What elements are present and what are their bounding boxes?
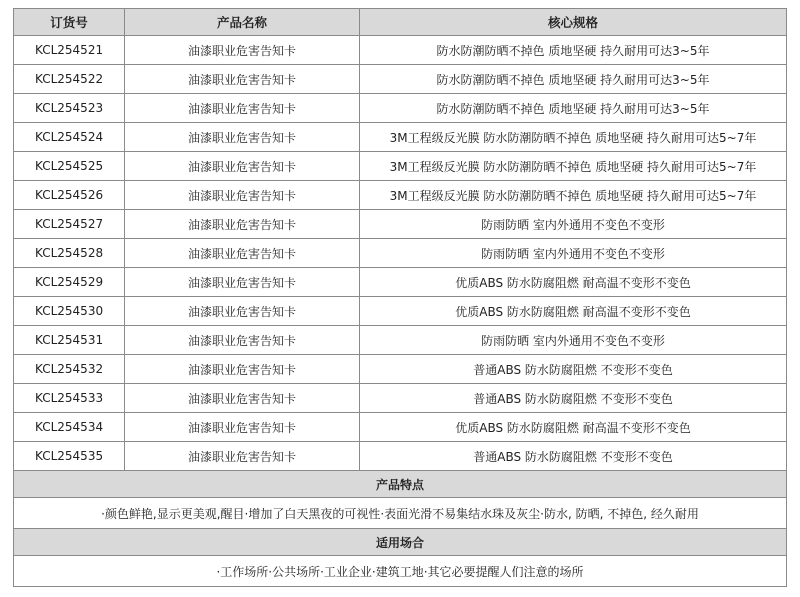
table-header-row xyxy=(14,9,787,36)
product-name-cell: 油漆职业危害告知卡 xyxy=(125,268,360,297)
product-name-cell: 油漆职业危害告知卡 xyxy=(125,152,360,181)
table-row xyxy=(14,94,787,123)
core-spec-cell: 防水防潮防晒不掉色 质地坚硬 持久耐用可达3~5年 xyxy=(360,65,787,94)
usage-title: 适用场合 xyxy=(14,529,787,556)
order-number-cell: KCL254525 xyxy=(14,152,125,181)
order-number-cell: KCL254531 xyxy=(14,326,125,355)
features-title: 产品特点 xyxy=(14,471,787,498)
table-row xyxy=(14,239,787,268)
order-number-cell: KCL254527 xyxy=(14,210,125,239)
core-spec-cell: 防雨防晒 室内外通用不变色不变形 xyxy=(360,326,787,355)
table-row xyxy=(14,65,787,94)
table-body xyxy=(14,36,787,471)
product-name-cell: 油漆职业危害告知卡 xyxy=(125,413,360,442)
order-number-cell: KCL254528 xyxy=(14,239,125,268)
product-name-cell: 油漆职业危害告知卡 xyxy=(125,181,360,210)
header-order-number: 订货号 xyxy=(14,9,125,36)
order-number-cell: KCL254523 xyxy=(14,94,125,123)
core-spec-cell: 普通ABS 防水防腐阻燃 不变形不变色 xyxy=(360,442,787,471)
table-row xyxy=(14,181,787,210)
core-spec-cell: 3M工程级反光膜 防水防潮防晒不掉色 质地坚硬 持久耐用可达5~7年 xyxy=(360,123,787,152)
order-number-cell: KCL254534 xyxy=(14,413,125,442)
core-spec-cell: 优质ABS 防水防腐阻燃 耐高温不变形不变色 xyxy=(360,268,787,297)
table-row xyxy=(14,268,787,297)
core-spec-cell: 3M工程级反光膜 防水防潮防晒不掉色 质地坚硬 持久耐用可达5~7年 xyxy=(360,152,787,181)
order-number-cell: KCL254532 xyxy=(14,355,125,384)
order-number-cell: KCL254522 xyxy=(14,65,125,94)
order-number-cell: KCL254521 xyxy=(14,36,125,65)
product-name-cell: 油漆职业危害告知卡 xyxy=(125,326,360,355)
product-name-cell: 油漆职业危害告知卡 xyxy=(125,297,360,326)
header-product-name: 产品名称 xyxy=(125,9,360,36)
order-number-cell: KCL254530 xyxy=(14,297,125,326)
table-row xyxy=(14,123,787,152)
order-number-cell: KCL254529 xyxy=(14,268,125,297)
table-row xyxy=(14,384,787,413)
table-row xyxy=(14,355,787,384)
usage-title-row xyxy=(14,529,787,556)
features-text-row xyxy=(14,498,787,529)
table-row xyxy=(14,326,787,355)
features-title-row xyxy=(14,471,787,498)
core-spec-cell: 普通ABS 防水防腐阻燃 不变形不变色 xyxy=(360,355,787,384)
usage-text-row xyxy=(14,556,787,587)
order-number-cell: KCL254526 xyxy=(14,181,125,210)
product-name-cell: 油漆职业危害告知卡 xyxy=(125,210,360,239)
order-number-cell: KCL254524 xyxy=(14,123,125,152)
table-row xyxy=(14,152,787,181)
product-name-cell: 油漆职业危害告知卡 xyxy=(125,355,360,384)
core-spec-cell: 防雨防晒 室内外通用不变色不变形 xyxy=(360,210,787,239)
core-spec-cell: 防水防潮防晒不掉色 质地坚硬 持久耐用可达3~5年 xyxy=(360,36,787,65)
core-spec-cell: 防水防潮防晒不掉色 质地坚硬 持久耐用可达3~5年 xyxy=(360,94,787,123)
core-spec-cell: 优质ABS 防水防腐阻燃 耐高温不变形不变色 xyxy=(360,297,787,326)
core-spec-cell: 防雨防晒 室内外通用不变色不变形 xyxy=(360,239,787,268)
product-name-cell: 油漆职业危害告知卡 xyxy=(125,36,360,65)
table-row xyxy=(14,210,787,239)
header-core-spec: 核心规格 xyxy=(360,9,787,36)
product-name-cell: 油漆职业危害告知卡 xyxy=(125,442,360,471)
product-name-cell: 油漆职业危害告知卡 xyxy=(125,384,360,413)
product-spec-sheet xyxy=(13,8,786,587)
product-name-cell: 油漆职业危害告知卡 xyxy=(125,239,360,268)
order-number-cell: KCL254535 xyxy=(14,442,125,471)
usage-text: ·工作场所·公共场所·工业企业·建筑工地·其它必要提醒人们注意的场所 xyxy=(14,556,787,587)
product-table xyxy=(13,8,787,587)
table-row xyxy=(14,36,787,65)
core-spec-cell: 优质ABS 防水防腐阻燃 耐高温不变形不变色 xyxy=(360,413,787,442)
core-spec-cell: 普通ABS 防水防腐阻燃 不变形不变色 xyxy=(360,384,787,413)
table-row xyxy=(14,442,787,471)
table-row xyxy=(14,297,787,326)
product-name-cell: 油漆职业危害告知卡 xyxy=(125,94,360,123)
product-name-cell: 油漆职业危害告知卡 xyxy=(125,123,360,152)
order-number-cell: KCL254533 xyxy=(14,384,125,413)
product-name-cell: 油漆职业危害告知卡 xyxy=(125,65,360,94)
table-row xyxy=(14,413,787,442)
features-text: ·颜色鲜艳,显示更美观,醒目·增加了白天黑夜的可视性·表面光滑不易集结水珠及灰尘·防水, 防晒, 不掉色, 经久耐用 xyxy=(14,498,787,529)
core-spec-cell: 3M工程级反光膜 防水防潮防晒不掉色 质地坚硬 持久耐用可达5~7年 xyxy=(360,181,787,210)
